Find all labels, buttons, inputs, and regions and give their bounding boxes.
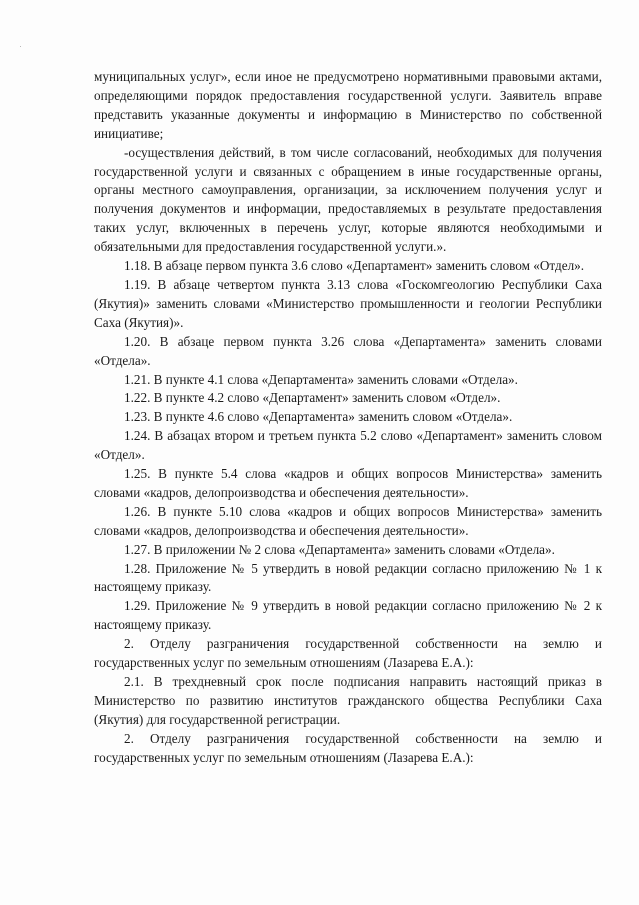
document-body xyxy=(94,68,602,768)
paragraph-1-24: 1.24. В абзацах втором и третьем пункта 5.2 слово «Департамент» заменить словом «Отдел». xyxy=(94,428,602,463)
scan-speck xyxy=(20,46,21,47)
paragraph-1-18: 1.18. В абзаце первом пункта 3.6 слово «Департамент» заменить словом «Отдел». xyxy=(124,258,585,274)
paragraph-continuation: муниципальных услуг», если иное не предусмотрено нормативными правовыми актами, определяющими порядок предоставления государственной услуги. Заявитель вправе представить указанные документы и информацию в Министерство по собственной инициативе; xyxy=(94,69,602,141)
paragraph-1-21: 1.21. В пункте 4.1 слова «Департамента» заменить словами «Отдела». xyxy=(124,371,518,387)
paragraph-1-27: 1.27. В приложении № 2 слова «Департамента» заменить словами «Отдела». xyxy=(124,541,555,557)
paragraph-1-29: 1.29. Приложение № 9 утвердить в новой редакции согласно приложению № 2 к настоящему приказу. xyxy=(94,598,602,633)
paragraph-2-1: 2.1. В трехдневный срок после подписания направить настоящий приказ в Министерство по развитию институтов гражданского общества Республики Саха (Якутия) для государственной регистрации. xyxy=(94,674,602,727)
paragraph-actions: -осуществления действий, в том числе согласований, необходимых для получения государственной услуги и связанных с обращением в иные государственные органы, органы местного самоуправления, организации, за исключением получения услуг и получения документов и информации, предоставляемых в результате предоставления таких услуг, включенных в перечень услуг, которые являются необходимыми и обязательными для предоставления государственной услуги.». xyxy=(94,144,602,255)
paragraph-2-repeat: 2. Отделу разграничения государственной собственности на землю и государственных услуг по земельным отношениям (Лазарева Е.А.): xyxy=(94,730,602,765)
paragraph-1-26: 1.26. В пункте 5.10 слова «кадров и общих вопросов Министерства» заменить словами «кадров, делопроизводства и обеспечения деятельности». xyxy=(94,503,602,538)
paragraph-1-28: 1.28. Приложение № 5 утвердить в новой редакции согласно приложению № 1 к настоящему приказу. xyxy=(94,560,602,595)
paragraph-1-19: 1.19. В абзаце четвертом пункта 3.13 слова «Госкомгеологию Республики Саха (Якутия)» заменить словами «Министерство промышленности и геологии Республики Саха (Якутия)». xyxy=(94,276,602,330)
paragraph-1-20: 1.20. В абзаце первом пункта 3.26 слова «Департамента» заменить словами «Отдела». xyxy=(94,333,602,368)
paragraph-2: 2. Отделу разграничения государственной собственности на землю и государственных услуг по земельным отношениям (Лазарева Е.А.): xyxy=(94,636,602,671)
paragraph-1-22: 1.22. В пункте 4.2 слово «Департамент» заменить словом «Отдел». xyxy=(124,390,501,406)
paragraph-1-25: 1.25. В пункте 5.4 слова «кадров и общих вопросов Министерства» заменить словами «кадров, делопроизводства и обеспечения деятельности». xyxy=(94,466,602,500)
paragraph-1-23: 1.23. В пункте 4.6 слово «Департамента» заменить словом «Отдела». xyxy=(124,409,513,425)
